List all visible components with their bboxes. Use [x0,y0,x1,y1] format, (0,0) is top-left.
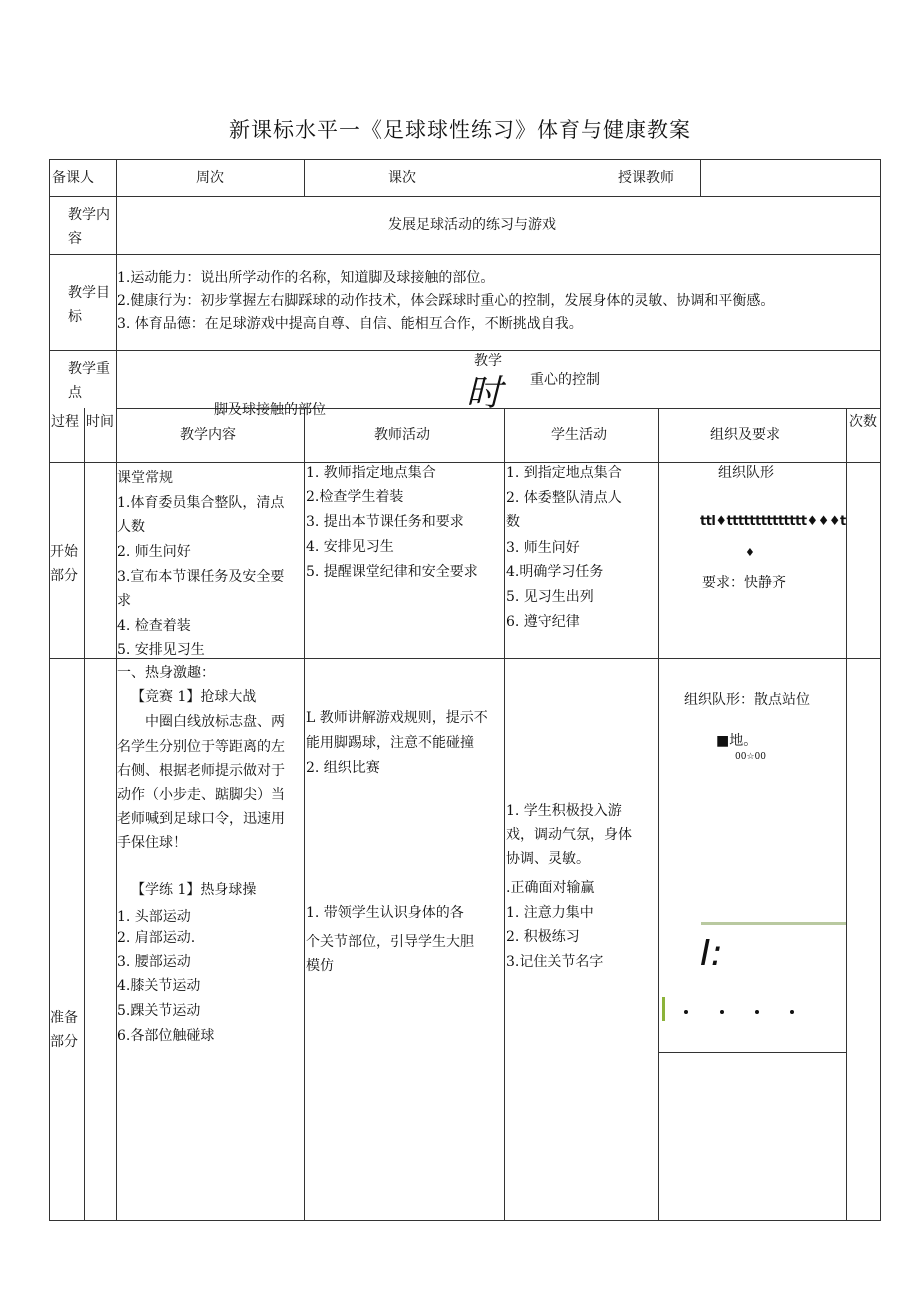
list-item: 【竞赛 1】抢球大战 [131,689,257,705]
list-item: 5. 见习生出列 [506,589,594,605]
list-item: 数 [506,514,520,530]
list-item: 4. 安排见习生 [306,539,394,555]
list-item: 课堂常规 [117,470,173,486]
page-title: 新课标水平一《足球球性练习》体育与健康教案 [229,118,691,142]
keypoints-focus: 重心的控制 [530,372,600,388]
list-item: 6. 遵守纪律 [506,614,580,630]
list-item: 3. 提出本节课任务和要求 [306,514,464,530]
prep-org-title: 组织队形：散点站位 [684,692,810,708]
list-item: 3.记住关节名字 [506,954,604,970]
col-count: 次数 [849,414,877,430]
list-item: 个关节部位，引导学生大胆 [306,934,474,950]
diagram-glyph: I: [700,933,723,974]
prep-org-field: ■地。 [716,733,758,749]
start-label-2: 部分 [50,568,78,584]
list-item: 戏，调动气氛，身体 [506,827,632,843]
lesson-label: 课次 [388,170,416,186]
col-time: 时间 [86,414,114,430]
list-item: 3. 腰部运动 [117,954,191,970]
keypoints-label-1: 教学重 [68,361,110,377]
list-item: 一、热身激趣： [117,665,215,681]
col-organization: 组织及要求 [710,427,780,443]
col-student: 学生活动 [551,427,607,443]
list-item: 模仿 [306,958,334,974]
goal-item: 2.健康行为：初步掌握左右脚踩球的动作技术，体会踩球时重心的控制，发展身体的灵敏、协调和平衡感。 [117,293,775,309]
start-org-title: 组织队形 [718,465,774,481]
list-item: 2. 体委整队清点人 [506,490,622,506]
list-item: 2. 组织比赛 [306,760,380,776]
list-item: 2. 肩部运动. [117,930,196,946]
list-item: 1. 头部运动 [117,909,191,925]
list-item: 人数 [117,519,145,535]
goals-label-2: 标 [68,309,82,325]
list-item: 6.各部位触碰球 [117,1028,215,1044]
keypoints-label-2: 点 [68,385,82,401]
col-process: 过程 [51,414,79,430]
start-formation-line1: ttl♦tttttttttttttt♦♦♦t [700,514,846,529]
content-value: 发展足球活动的练习与游戏 [388,217,556,233]
list-item: 5.踝关节运动 [117,1003,201,1019]
list-item: 1. 注意力集中 [506,905,594,921]
list-item: 3. 师生问好 [506,540,580,556]
list-item: 能用脚踢球，注意不能碰撞 [306,735,474,751]
goal-item: 1.运动能力：说出所学动作的名称，知道脚及球接触的部位。 [117,270,495,286]
list-item: 1. 教师指定地点集合 [306,465,436,481]
list-item: 名学生分别位于等距离的左 [117,739,285,755]
list-item: 4.膝关节运动 [117,978,201,994]
list-item: 1. 到指定地点集合 [506,465,622,481]
list-item: 4. 检查着装 [117,618,191,634]
col-teacher: 教师活动 [374,427,430,443]
list-item: 手保住球！ [117,835,187,851]
list-item: 1.体育委员集合整队，清点 [117,495,285,511]
teacher-label: 授课教师 [618,170,674,186]
list-item: 1. 带领学生认识身体的各 [306,905,464,921]
keypoints-overlap-clip [466,373,516,414]
list-item: 老师喊到足球口令，迅速用 [117,811,285,827]
keypoints-overlap-label: 教学 [474,353,502,369]
list-item: 1. 学生积极投入游 [506,803,622,819]
preparer-label: 备课人 [52,170,94,186]
list-item: 3.宣布本节课任务及安全要 [117,569,285,585]
list-item: .正确面对输赢 [506,880,595,896]
list-item: 5. 安排见习生 [117,642,205,658]
goals-label-1: 教学目 [68,285,110,301]
content-label-2: 容 [68,231,82,247]
list-item: L 教师讲解游戏规则，提示不 [306,710,488,726]
keypoints-clipped: 脚及球接触的部位 [214,402,326,418]
list-item: 4.明确学习任务 [506,564,604,580]
list-item: 中圈白线放标志盘、两 [145,714,285,730]
prep-org-marks: 00☆00 [735,752,766,762]
list-item: 右侧、根据老师提示做对于 [117,763,285,779]
content-label-1: 教学内 [68,207,110,223]
list-item: 求 [117,593,131,609]
prep-label-2: 部分 [50,1034,78,1050]
goal-item: 3. 体育品德：在足球游戏中提高自尊、自信、能相互合作，不断挑战自我。 [117,316,583,332]
list-item: 协调、灵敏。 [506,851,590,867]
diagram-marker [662,997,665,1021]
list-item: 5. 提醒课堂纪律和安全要求 [306,564,478,580]
list-item: 【学练 1】热身球操 [131,882,257,898]
list-item: 2. 积极练习 [506,929,580,945]
start-formation-line2: ♦ [745,546,755,559]
col-content: 教学内容 [180,427,236,443]
start-requirement: 要求：快静齐 [702,575,786,591]
diagram-line [701,922,846,925]
list-item: 动作（小步走、踮脚尖）当 [117,787,285,803]
week-label: 周次 [196,170,224,186]
keypoints-overlap-glyph: 时 [466,373,503,414]
list-item: 2.检查学生着装 [306,489,404,505]
prep-label-1: 准备 [50,1010,78,1026]
start-label-1: 开始 [50,544,78,560]
list-item: 2. 师生问好 [117,544,191,560]
